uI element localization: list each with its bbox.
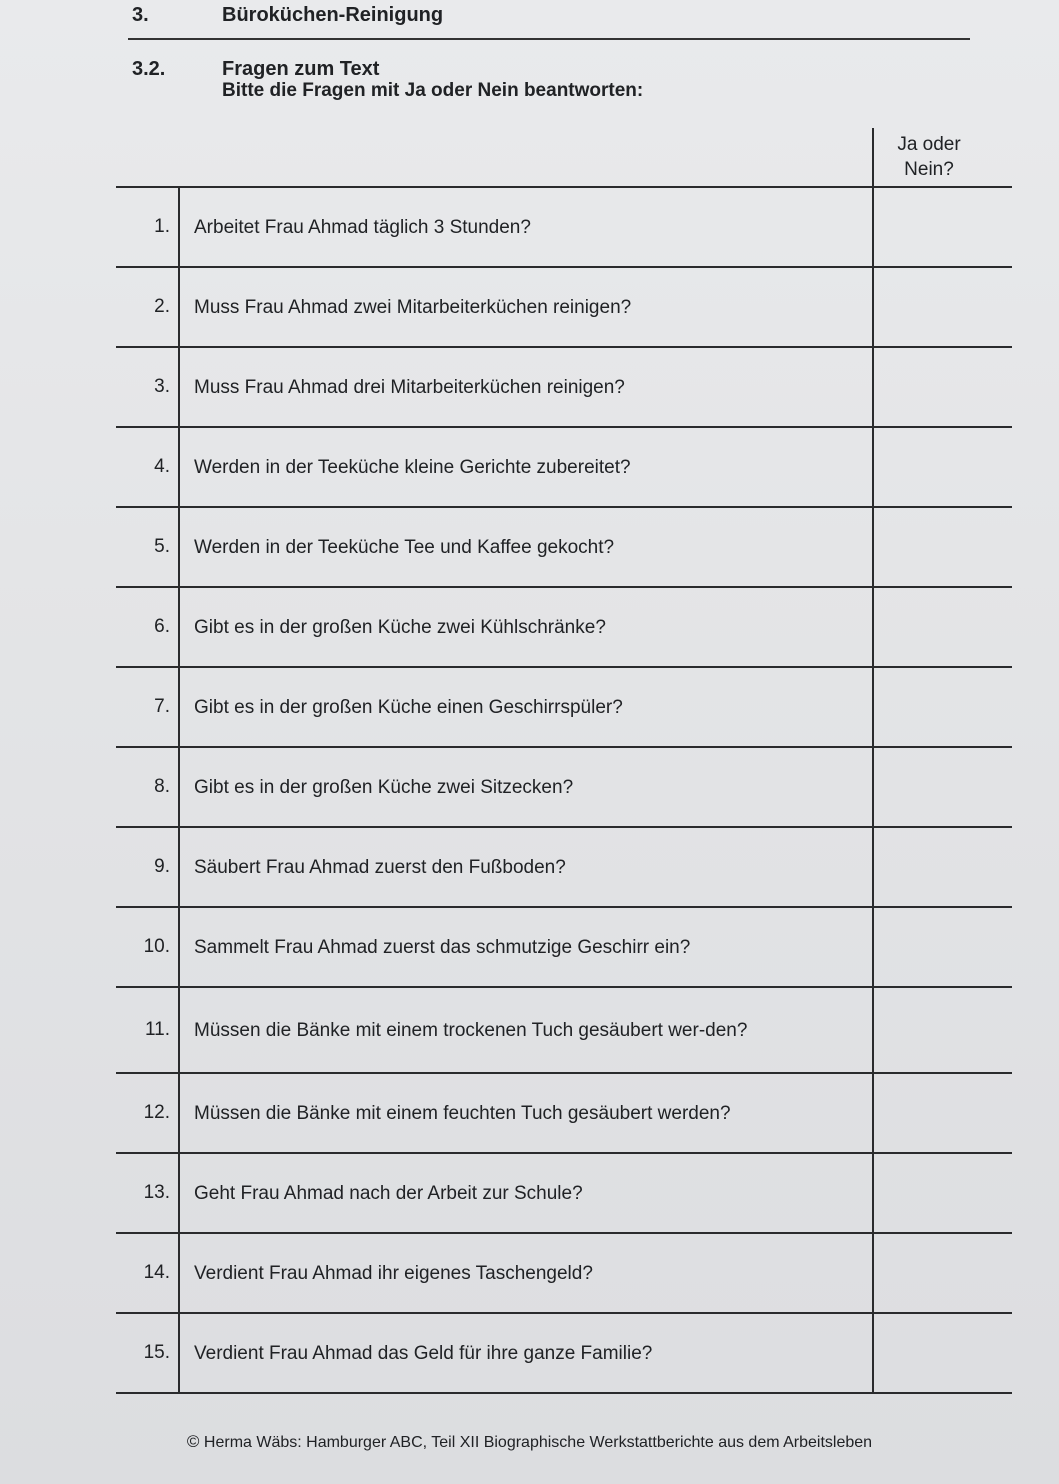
subsection-title: Fragen zum Text (222, 58, 380, 80)
subsection-number: 3.2. (132, 58, 166, 80)
question-list (116, 187, 1012, 1393)
question-number: 9. (116, 827, 179, 907)
question-number: 10. (116, 907, 179, 987)
question-number: 13. (116, 1153, 179, 1233)
footer-text: Herma Wäbs: Hamburger ABC, Teil XII Biographische Werkstattberichte aus dem Arbeitsleben (203, 1434, 873, 1451)
table-row (116, 987, 1012, 1073)
question-number: 7. (116, 667, 179, 747)
answer-cell[interactable] (873, 587, 1012, 667)
question-text: Arbeitet Frau Ahmad täglich 3 Stunden? (179, 187, 873, 267)
question-text: Muss Frau Ahmad zwei Mitarbeiterküchen reinigen? (179, 267, 873, 347)
question-text: Verdient Frau Ahmad das Geld für ihre ganze Familie? (179, 1313, 873, 1393)
answer-cell[interactable] (873, 747, 1012, 827)
section-title: Büroküchen-Reinigung (222, 4, 444, 26)
answer-cell[interactable] (873, 907, 1012, 987)
answer-column-header (873, 128, 1012, 187)
table-row (116, 347, 1012, 427)
question-text: Sammelt Frau Ahmad zuerst das schmutzige Geschirr ein? (179, 907, 873, 987)
question-number: 12. (116, 1073, 179, 1153)
table-row (116, 1073, 1012, 1153)
question-text: Gibt es in der großen Küche zwei Kühlschränke? (179, 587, 873, 667)
question-text: Säubert Frau Ahmad zuerst den Fußboden? (179, 827, 873, 907)
answer-cell[interactable] (873, 1313, 1012, 1393)
section-number: 3. (132, 4, 149, 26)
answer-cell[interactable] (873, 1073, 1012, 1153)
answer-cell[interactable] (873, 1153, 1012, 1233)
table-row (116, 427, 1012, 507)
question-number: 8. (116, 747, 179, 827)
answer-header-line2: Nein? (904, 159, 954, 180)
question-text: Gibt es in der großen Küche zwei Sitzecken? (179, 747, 873, 827)
table-header-blank (116, 128, 873, 187)
footer-credit (0, 1432, 1059, 1452)
table-row (116, 667, 1012, 747)
answer-cell[interactable] (873, 987, 1012, 1073)
table-row (116, 1313, 1012, 1393)
answer-cell[interactable] (873, 347, 1012, 427)
answer-cell[interactable] (873, 667, 1012, 747)
question-number: 15. (116, 1313, 179, 1393)
question-number: 1. (116, 187, 179, 267)
answer-cell[interactable] (873, 427, 1012, 507)
table-row (116, 1153, 1012, 1233)
question-number: 14. (116, 1233, 179, 1313)
answer-cell[interactable] (873, 267, 1012, 347)
table-row (116, 827, 1012, 907)
table-row (116, 267, 1012, 347)
question-text: Werden in der Teeküche Tee und Kaffee gekocht? (179, 507, 873, 587)
question-text: Müssen die Bänke mit einem feuchten Tuch gesäubert werden? (179, 1073, 873, 1153)
instruction-text: Bitte die Fragen mit Ja oder Nein beantworten: (222, 80, 644, 101)
question-text: Werden in der Teeküche kleine Gerichte zubereitet? (179, 427, 873, 507)
question-number: 5. (116, 507, 179, 587)
question-number: 11. (116, 987, 179, 1073)
question-table (116, 128, 1012, 1394)
question-text: Geht Frau Ahmad nach der Arbeit zur Schule? (179, 1153, 873, 1233)
table-row (116, 747, 1012, 827)
answer-cell[interactable] (873, 507, 1012, 587)
header-rule (128, 38, 970, 40)
answer-cell[interactable] (873, 1233, 1012, 1313)
question-number: 4. (116, 427, 179, 507)
answer-header-line1: Ja oder (897, 134, 961, 155)
question-number: 6. (116, 587, 179, 667)
table-row (116, 587, 1012, 667)
table-row (116, 507, 1012, 587)
copyright-symbol: © (186, 1432, 200, 1451)
question-text: Müssen die Bänke mit einem trockenen Tuch gesäubert wer-den? (179, 987, 873, 1073)
question-text: Verdient Frau Ahmad ihr eigenes Taschengeld? (179, 1233, 873, 1313)
question-number: 3. (116, 347, 179, 427)
question-text: Muss Frau Ahmad drei Mitarbeiterküchen reinigen? (179, 347, 873, 427)
answer-cell[interactable] (873, 187, 1012, 267)
question-text: Gibt es in der großen Küche einen Geschirrspüler? (179, 667, 873, 747)
table-row (116, 187, 1012, 267)
table-row (116, 1233, 1012, 1313)
answer-cell[interactable] (873, 827, 1012, 907)
table-row (116, 907, 1012, 987)
question-number: 2. (116, 267, 179, 347)
